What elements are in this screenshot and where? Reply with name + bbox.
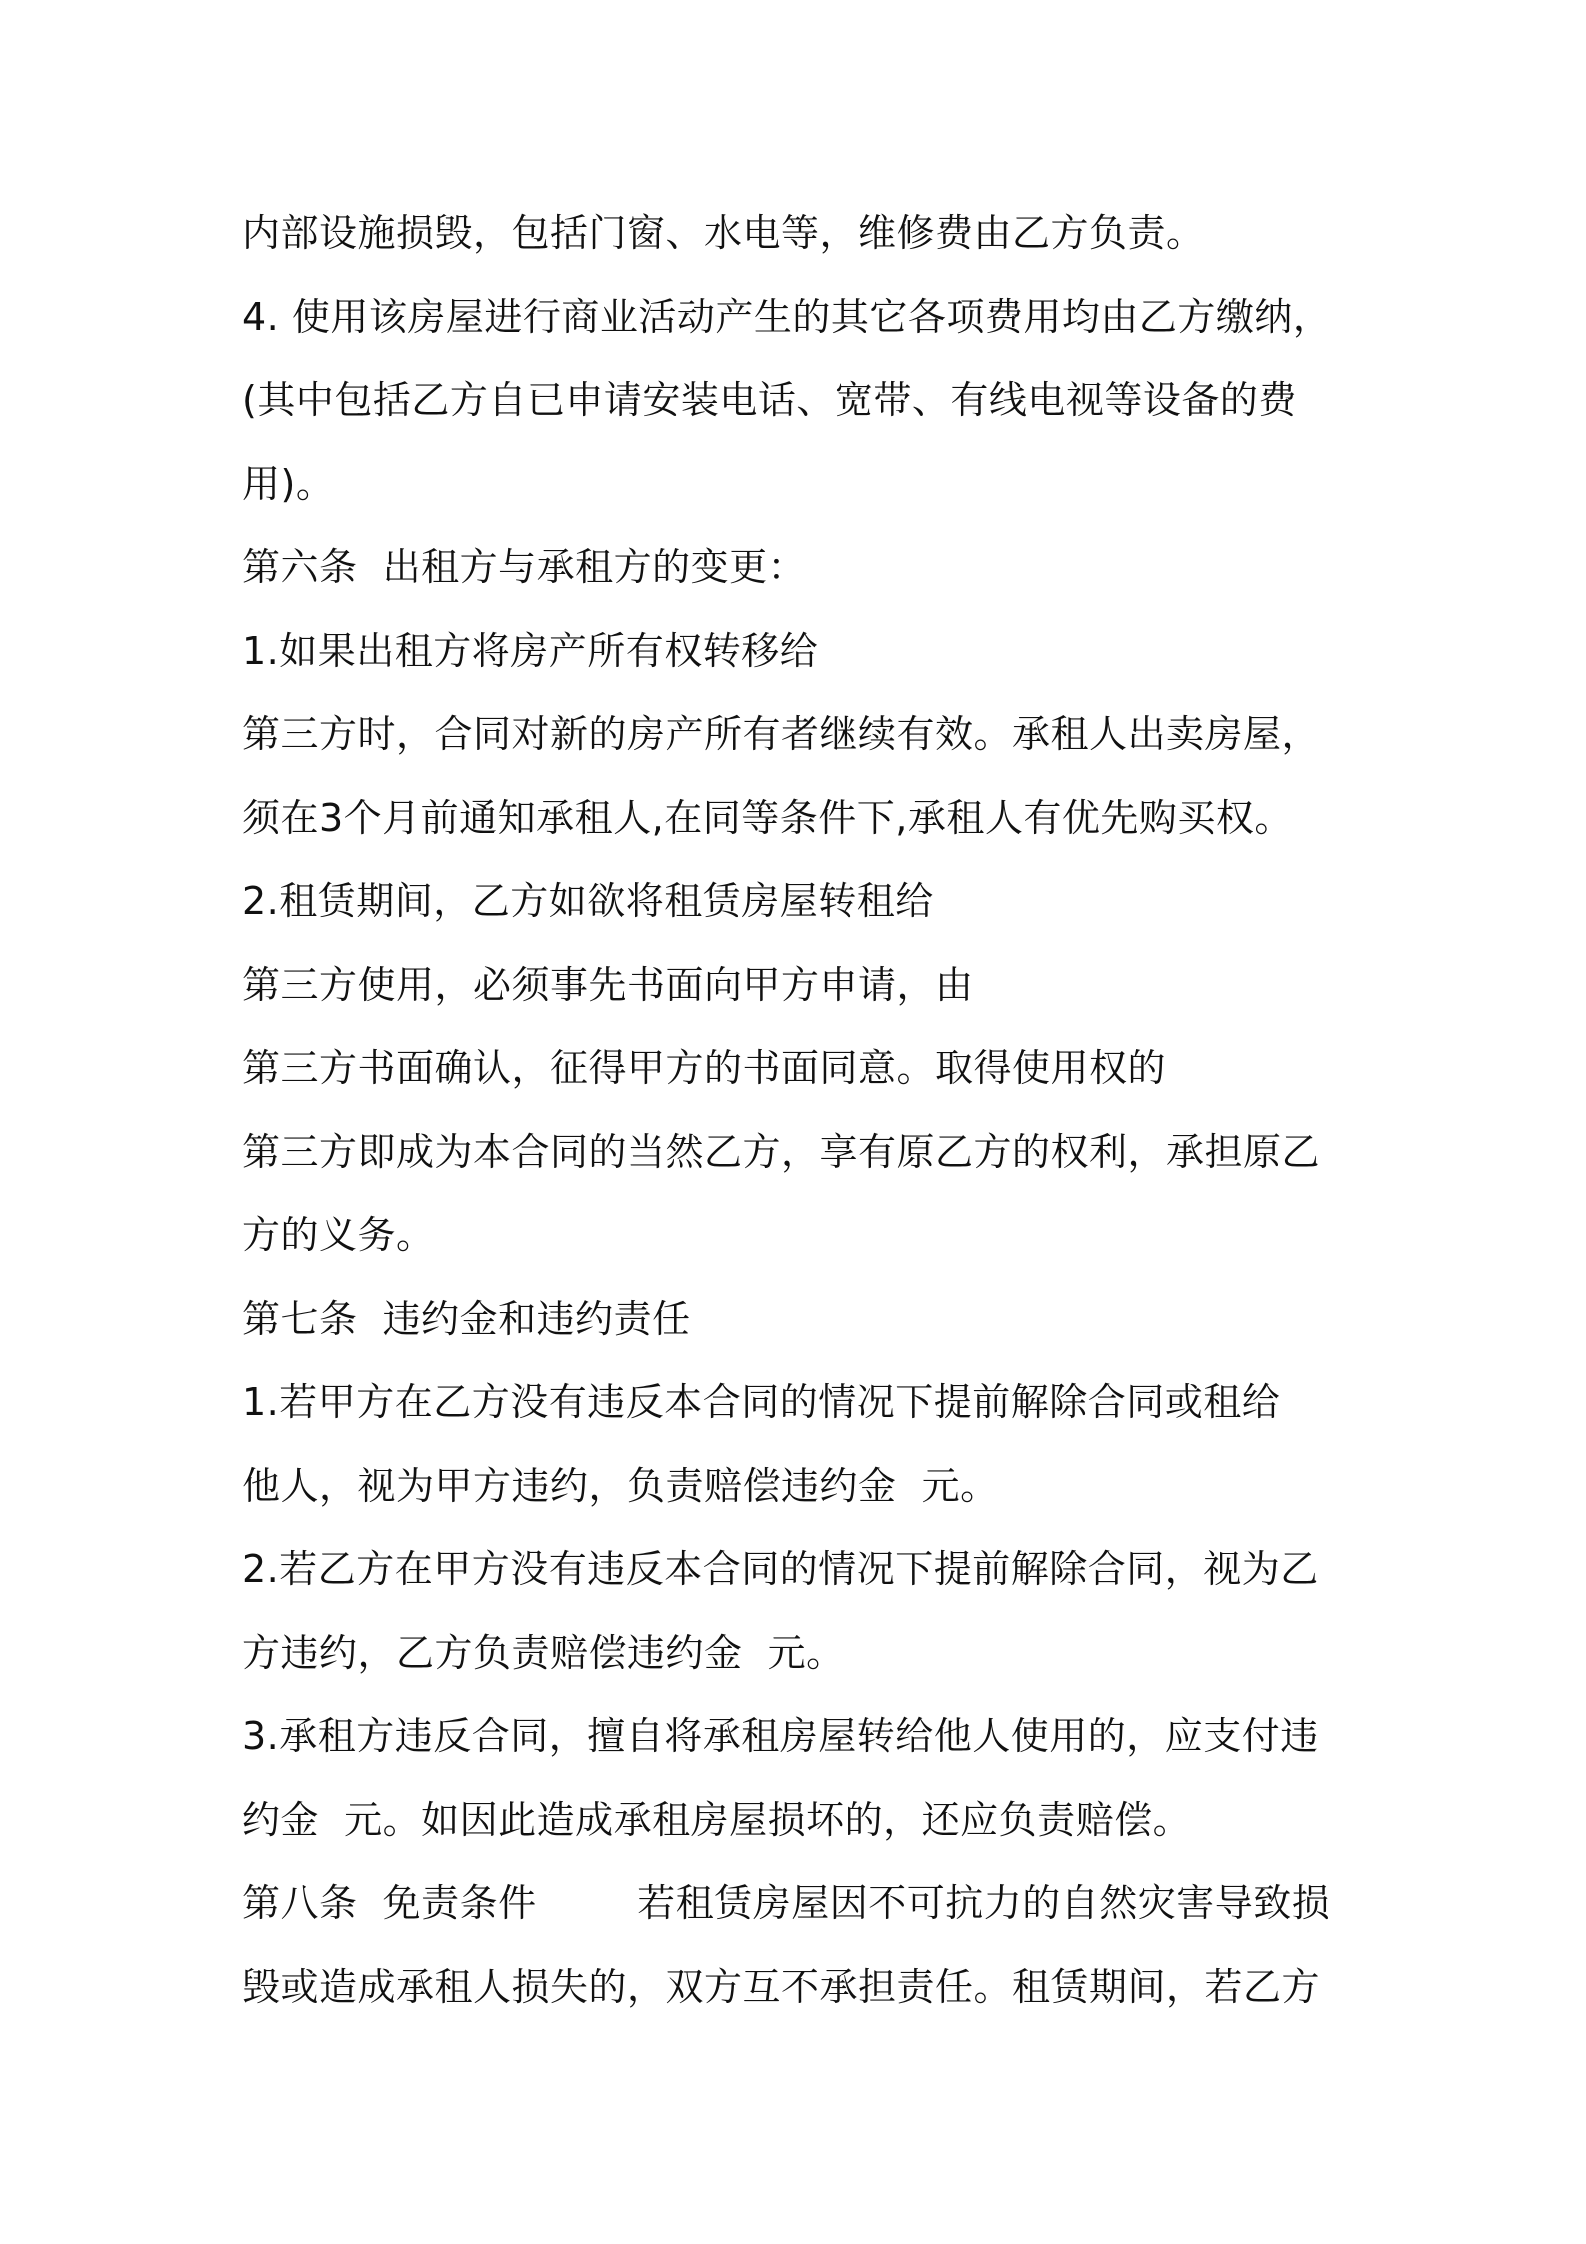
text-line: 第三方书面确认，征得甲方的书面同意。取得使用权的 (242, 1046, 1167, 1090)
text-line: 毁或造成承租人损失的，双方互不承担责任。租赁期间，若乙方 (242, 1964, 1321, 2009)
text-line: (其中包括乙方自已申请安装电话、宽带、有线电视等设备的费 (242, 378, 1297, 422)
text-line: 方的义务。 (242, 1213, 435, 1257)
text-line: 第三方即成为本合同的当然乙方，享有原乙方的权利，承担原乙 (242, 1129, 1321, 1174)
text-line: 1.若甲方在乙方没有违反本合同的情况下提前解除合同或租给 (242, 1380, 1281, 1424)
section-heading: 第六条 出租方与承租方的变更： (242, 545, 807, 589)
text-line: 须在3个月前通知承租人,在同等条件下,承租人有优先购买权。 (242, 795, 1293, 840)
section-heading: 第七条 违约金和违约责任 (242, 1296, 691, 1341)
text-line: 2.若乙方在甲方没有违反本合同的情况下提前解除合同，视为乙 (242, 1547, 1319, 1591)
text-line: 3.承租方违反合同，擅自将承租房屋转给他人使用的，应支付违 (242, 1714, 1319, 1758)
text-line: 方违约，乙方负责赔偿违约金 元。 (242, 1630, 845, 1675)
text-line: 第三方时，合同对新的房产所有者继续有效。承租人出卖房屋， (242, 712, 1321, 756)
text-line: 1.如果出租方将房产所有权转移给 (242, 628, 819, 673)
text-line: 2.租赁期间，乙方如欲将租赁房屋转租给 (242, 879, 934, 923)
text-line: 内部设施损毁，包括门窗、水电等，维修费由乙方负责。 (242, 211, 1205, 255)
text-line: 4. 使用该房屋进行商业活动产生的其它各项费用均由乙方缴纳， (242, 294, 1332, 339)
text-line: 用)。 (242, 461, 335, 506)
text-line: 约金 元。如因此造成承租房屋损坏的，还应负责赔偿。 (242, 1797, 1192, 1842)
text-line: 他人，视为甲方违约，负责赔偿违约金 元。 (242, 1463, 999, 1508)
document-body (242, 192, 1362, 2029)
section-heading: 第八条 免责条件 若租赁房屋因不可抗力的自然灾害导致损 (242, 1881, 1331, 1925)
text-line: 第三方使用，必须事先书面向甲方申请，由 (242, 962, 974, 1007)
